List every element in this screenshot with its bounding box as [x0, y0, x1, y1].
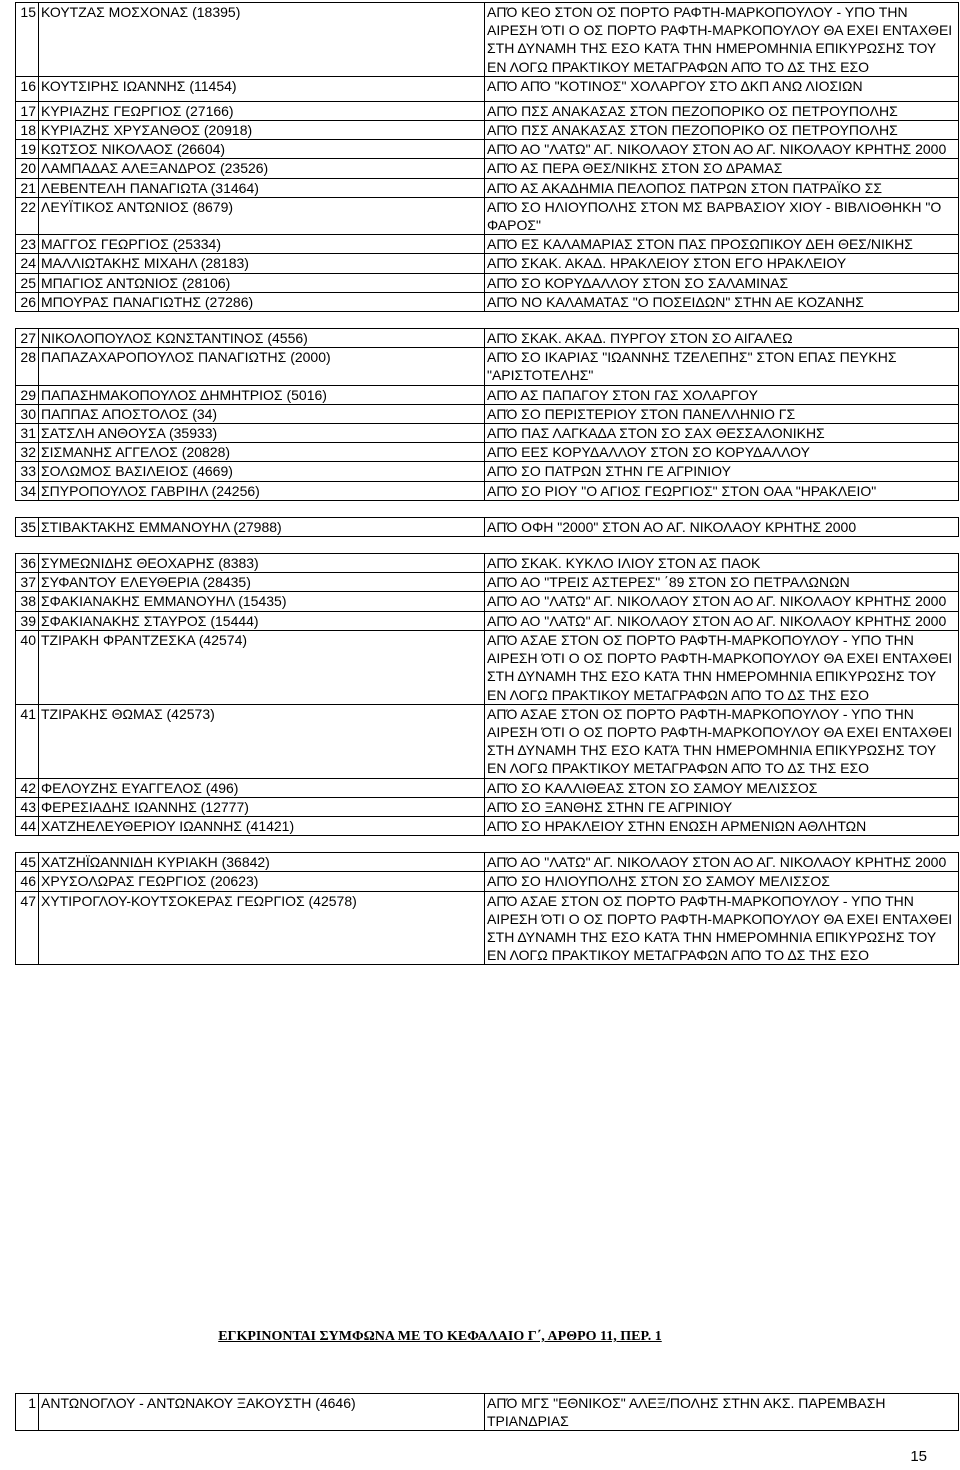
transfer-description: ΑΠΌ ΑΟ "ΛΑΤΩ" ΑΓ. ΝΙΚΟΛΑΟΥ ΣΤΟΝ ΑΟ ΑΓ. ΝΙΚΟΛΑΟΥ ΚΡΗΤΗΣ 2000 — [485, 611, 959, 630]
row-number: 27 — [16, 329, 39, 348]
row-gap-cell — [16, 500, 959, 517]
row-number: 35 — [16, 517, 39, 536]
athlete-name: ΜΠΑΓΙΟΣ ΑΝΤΩΝΙΟΣ (28106) — [39, 273, 485, 292]
athlete-name: ΝΙΚΟΛΟΠΟΥΛΟΣ ΚΩΝΣΤΑΝΤΙΝΟΣ (4556) — [39, 329, 485, 348]
approved-transfers-table — [15, 1393, 959, 1431]
transfer-description: ΑΠΌ ΑΟ "ΛΑΤΩ" ΑΓ. ΝΙΚΟΛΑΟΥ ΣΤΟΝ ΑΟ ΑΓ. ΝΙΚΟΛΑΟΥ ΚΡΗΤΗΣ 2000 — [485, 140, 959, 159]
row-number: 20 — [16, 159, 39, 178]
table-row — [16, 235, 959, 254]
athlete-name: ΚΥΡΙΑΖΗΣ ΓΕΩΡΓΙΟΣ (27166) — [39, 101, 485, 120]
row-number: 43 — [16, 797, 39, 816]
table-row — [16, 778, 959, 797]
table-row — [16, 101, 959, 120]
row-number: 16 — [16, 76, 39, 101]
row-number: 21 — [16, 178, 39, 197]
transfer-description: ΑΠΌ ΕΣ ΚΑΛΑΜΑΡΙΑΣ ΣΤΟΝ ΠΑΣ ΠΡΟΣΩΠΙΚΟΥ ΔΕΗ ΘΕΣ/ΝΙΚΗΣ — [485, 235, 959, 254]
athlete-name: ΚΩΤΣΟΣ ΝΙΚΟΛΑΟΣ (26604) — [39, 140, 485, 159]
row-number: 31 — [16, 424, 39, 443]
athlete-name: ΑΝΤΩΝΟΓΛΟΥ - ΑΝΤΩΝΑΚΟΥ ΞΑΚΟΥΣΤΗ (4646) — [39, 1394, 485, 1431]
row-number: 46 — [16, 872, 39, 891]
athlete-name: ΠΑΠΠΑΣ ΑΠΟΣΤΟΛΟΣ (34) — [39, 404, 485, 423]
athlete-name: ΜΠΟΥΡΑΣ ΠΑΝΑΓΙΩΤΗΣ (27286) — [39, 292, 485, 311]
row-number: 15 — [16, 3, 39, 77]
row-number: 28 — [16, 348, 39, 385]
athlete-name: ΣΠΥΡΟΠΟΥΛΟΣ ΓΑΒΡΙΗΛ (24256) — [39, 481, 485, 500]
athlete-name: ΣΙΣΜΑΝΗΣ ΑΓΓΕΛΟΣ (20828) — [39, 443, 485, 462]
transfer-description: ΑΠΌ ΠΣΣ ΑΝΑΚΑΣΑΣ ΣΤΟΝ ΠΕΖΟΠΟΡΙΚΟ ΟΣ ΠΕΤΡΟΥΠΟΛΗΣ — [485, 121, 959, 140]
row-number: 23 — [16, 235, 39, 254]
table-row — [16, 140, 959, 159]
athlete-name: ΛΕΥΪΤΙΚΟΣ ΑΝΤΩΝΙΟΣ (8679) — [39, 197, 485, 234]
table-row — [16, 554, 959, 573]
row-number: 17 — [16, 101, 39, 120]
athlete-name: ΣΥΦΑΝΤΟΥ ΕΛΕΥΘΕΡΙΑ (28435) — [39, 573, 485, 592]
row-number: 18 — [16, 121, 39, 140]
table-row — [16, 3, 959, 77]
athlete-name: ΧΥΤΙΡΟΓΛΟΥ-ΚΟΥΤΣΟΚΕΡΑΣ ΓΕΩΡΓΙΟΣ (42578) — [39, 891, 485, 965]
row-number: 34 — [16, 481, 39, 500]
row-number: 40 — [16, 630, 39, 704]
table-row — [16, 630, 959, 704]
transfer-description: ΑΠΌ ΣΚΑΚ. ΑΚΑΔ. ΗΡΑΚΛΕΙΟΥ ΣΤΟΝ ΕΓΟ ΗΡΑΚΛΕΙΟΥ — [485, 254, 959, 273]
row-number: 45 — [16, 853, 39, 872]
row-number: 24 — [16, 254, 39, 273]
transfer-description: ΑΠΌ ΣΟ ΗΛΙΟΥΠΟΛΗΣ ΣΤΟΝ ΣΟ ΣΑΜΟΥ ΜΕΛΙΣΣΟΣ — [485, 872, 959, 891]
athlete-name: ΦΕΛΟΥΖΗΣ ΕΥΑΓΓΕΛΟΣ (496) — [39, 778, 485, 797]
transfer-description: ΑΠΌ ΑΣ ΠΕΡΑ ΘΕΣ/ΝΙΚΗΣ ΣΤΟΝ ΣΟ ΔΡΑΜΑΣ — [485, 159, 959, 178]
athlete-name: ΣΦΑΚΙΑΝΑΚΗΣ ΕΜΜΑΝΟΥΗΛ (15435) — [39, 592, 485, 611]
athlete-name: ΤΖΙΡΑΚΗ ΦΡΑΝΤΖΕΣΚΑ (42574) — [39, 630, 485, 704]
section-heading: ΕΓΚΡΙΝΟΝΤΑΙ ΣΥΜΦΩΝΑ ΜΕ ΤΟ ΚΕΦΑΛΑΙΟ Γ΄, ΑΡΘΡΟ 11, ΠΕΡ. 1 — [218, 1329, 662, 1344]
transfer-description: ΑΠΌ ΣΟ ΠΕΡΙΣΤΕΡΙΟΥ ΣΤΟΝ ΠΑΝΕΛΛΗΝΙΟ ΓΣ — [485, 404, 959, 423]
row-gap — [16, 500, 959, 517]
transfer-description: ΑΠΌ ΣΟ ΞΑΝΘΗΣ ΣΤΗΝ ΓΕ ΑΓΡΙΝΙΟΥ — [485, 797, 959, 816]
transfer-description: ΑΠΌ ΑΣΑΕ ΣΤΟΝ ΟΣ ΠΟΡΤΟ ΡΑΦΤΗ-ΜΑΡΚΟΠΟΥΛΟΥ - ΥΠΟ ΤΗΝ ΑΙΡΕΣΗ ΌΤΙ Ο ΟΣ ΠΟΡΤΟ ΡΑΦΤΗ-ΜΑΡΚΟΠΟΥΛΟΥ ΘΑ ΕΧΕΙ ΕΝΤΑΧΘΕΙ ΣΤΗ ΔΥΝΑΜΗ ΤΗΣ ΕΣΟ ΚΑΤΆ ΤΗΝ ΗΜΕΡΟΜΗΝΙΑ ΕΠΙΚΥΡΩΣΗΣ ΤΟΥ ΕΝ ΛΟΓΩ ΠΡΑΚΤΙΚΟΥ ΜΕΤΑΓΡΑΦΩΝ ΑΠΌ ΤΟ ΔΣ ΤΗΣ ΕΣΟ — [485, 891, 959, 965]
page-number: 15 — [910, 1448, 927, 1465]
table-row — [16, 404, 959, 423]
transfer-description: ΑΠΌ ΠΣΣ ΑΝΑΚΑΣΑΣ ΣΤΟΝ ΠΕΖΟΠΟΡΙΚΟ ΟΣ ΠΕΤΡΟΥΠΟΛΗΣ — [485, 101, 959, 120]
row-number: 42 — [16, 778, 39, 797]
row-number: 29 — [16, 385, 39, 404]
athlete-name: ΣΤΙΒΑΚΤΑΚΗΣ ΕΜΜΑΝΟΥΗΛ (27988) — [39, 517, 485, 536]
transfer-description: ΑΠΌ ΑΣ ΑΚΑΔΗΜΙΑ ΠΕΛΟΠΟΣ ΠΑΤΡΩΝ ΣΤΟΝ ΠΑΤΡΑΪΚΟ ΣΣ — [485, 178, 959, 197]
table-row — [16, 443, 959, 462]
transfer-description: ΑΠΌ ΑΟ "ΛΑΤΩ" ΑΓ. ΝΙΚΟΛΑΟΥ ΣΤΟΝ ΑΟ ΑΓ. ΝΙΚΟΛΑΟΥ ΚΡΗΤΗΣ 2000 — [485, 853, 959, 872]
transfer-description: ΑΠΌ ΣΟ ΡΙΟΥ "Ο ΑΓΙΟΣ ΓΕΩΡΓΙΟΣ" ΣΤΟΝ ΟΑΑ "ΗΡΑΚΛΕΙΟ" — [485, 481, 959, 500]
row-number: 39 — [16, 611, 39, 630]
row-number: 1 — [16, 1394, 39, 1431]
transfer-description: ΑΠΌ ΣΟ ΚΟΡΥΔΑΛΛΟΥ ΣΤΟΝ ΣΟ ΣΑΛΑΜΙΝΑΣ — [485, 273, 959, 292]
row-gap — [16, 537, 959, 554]
athlete-name: ΧΡΥΣΟΛΩΡΑΣ ΓΕΩΡΓΙΟΣ (20623) — [39, 872, 485, 891]
athlete-name: ΧΑΤΖΗΪΩΑΝΝΙΔΗ ΚΥΡΙΑΚΗ (36842) — [39, 853, 485, 872]
athlete-name: ΣΑΤΣΛΗ ΑΝΘΟΥΣΑ (35933) — [39, 424, 485, 443]
row-number: 41 — [16, 704, 39, 778]
athlete-name: ΠΑΠΑΖΑΧΑΡΟΠΟΥΛΟΣ ΠΑΝΑΓΙΩΤΗΣ (2000) — [39, 348, 485, 385]
transfers-table — [15, 2, 959, 965]
table-row — [16, 704, 959, 778]
transfer-description: ΑΠΌ ΑΠΌ "ΚΟΤΙΝΟΣ" ΧΟΛΑΡΓΟΥ ΣΤΟ ΔΚΠ ΑΝΩ ΛΙΟΣΙΩΝ — [485, 76, 959, 101]
row-gap — [16, 836, 959, 853]
transfer-description: ΑΠΌ ΠΑΣ ΛΑΓΚΑΔΑ ΣΤΟΝ ΣΟ ΣΑΧ ΘΕΣΣΑΛΟΝΙΚΗΣ — [485, 424, 959, 443]
transfer-description: ΑΠΌ ΣΟ ΗΛΙΟΥΠΟΛΗΣ ΣΤΟΝ ΜΣ ΒΑΡΒΑΣΙΟΥ ΧΙΟΥ - ΒΙΒΛΙΟΘΗΚΗ "Ο ΦΑΡΟΣ" — [485, 197, 959, 234]
table-row — [16, 592, 959, 611]
transfer-description: ΑΠΌ ΚΕΟ ΣΤΟΝ ΟΣ ΠΟΡΤΟ ΡΑΦΤΗ-ΜΑΡΚΟΠΟΥΛΟΥ - ΥΠΟ ΤΗΝ ΑΙΡΕΣΗ ΌΤΙ Ο ΟΣ ΠΟΡΤΟ ΡΑΦΤΗ-ΜΑΡΚΟΠΟΥΛΟΥ ΘΑ ΕΧΕΙ ΕΝΤΑΧΘΕΙ ΣΤΗ ΔΥΝΑΜΗ ΤΗΣ ΕΣΟ ΚΑΤΆ ΤΗΝ ΗΜΕΡΟΜΗΝΙΑ ΕΠΙΚΥΡΩΣΗΣ ΤΟΥ ΕΝ ΛΟΓΩ ΠΡΑΚΤΙΚΟΥ ΜΕΤΑΓΡΑΦΩΝ ΑΠΌ ΤΟ ΔΣ ΤΗΣ ΕΣΟ — [485, 3, 959, 77]
table-row — [16, 1394, 959, 1431]
transfer-description: ΑΠΌ ΑΟ "ΤΡΕΙΣ ΑΣΤΕΡΕΣ" ΄89 ΣΤΟΝ ΣΟ ΠΕΤΡΑΛΩΝΩΝ — [485, 573, 959, 592]
athlete-name: ΧΑΤΖΗΕΛΕΥΘΕΡΙΟΥ ΙΩΑΝΝΗΣ (41421) — [39, 816, 485, 835]
row-gap-cell — [16, 312, 959, 329]
table-row — [16, 159, 959, 178]
table-row — [16, 853, 959, 872]
athlete-name: ΚΥΡΙΑΖΗΣ ΧΡΥΣΑΝΘΟΣ (20918) — [39, 121, 485, 140]
table-row — [16, 385, 959, 404]
row-number: 36 — [16, 554, 39, 573]
table-row — [16, 329, 959, 348]
transfer-description: ΑΠΌ ΣΟ ΗΡΑΚΛΕΙΟΥ ΣΤΗΝ ΕΝΩΣΗ ΑΡΜΕΝΙΩΝ ΑΘΛΗΤΩΝ — [485, 816, 959, 835]
table-row — [16, 178, 959, 197]
row-number: 19 — [16, 140, 39, 159]
table-row — [16, 197, 959, 234]
athlete-name: ΣΟΛΩΜΟΣ ΒΑΣΙΛΕΙΟΣ (4669) — [39, 462, 485, 481]
transfer-description: ΑΠΌ ΜΓΣ "ΕΘΝΙΚΟΣ" ΑΛΕΞ/ΠΟΛΗΣ ΣΤΗΝ ΑΚΣ. ΠΑΡΕΜΒΑΣΗ ΤΡΙΑΝΔΡΙΑΣ — [485, 1394, 959, 1431]
athlete-name: ΜΑΛΛΙΩΤΑΚΗΣ ΜΙΧΑΗΛ (28183) — [39, 254, 485, 273]
table-row — [16, 573, 959, 592]
athlete-name: ΣΥΜΕΩΝΙΔΗΣ ΘΕΟΧΑΡΗΣ (8383) — [39, 554, 485, 573]
row-number: 22 — [16, 197, 39, 234]
transfer-description: ΑΠΌ ΣΟ ΠΑΤΡΩΝ ΣΤΗΝ ΓΕ ΑΓΡΙΝΙΟΥ — [485, 462, 959, 481]
table-row — [16, 517, 959, 536]
table-row — [16, 872, 959, 891]
table-row — [16, 611, 959, 630]
transfer-description: ΑΠΌ ΕΕΣ ΚΟΡΥΔΑΛΛΟΥ ΣΤΟΝ ΣΟ ΚΟΡΥΔΑΛΛΟΥ — [485, 443, 959, 462]
row-gap-cell — [16, 537, 959, 554]
row-number: 32 — [16, 443, 39, 462]
athlete-name: ΛΕΒΕΝΤΕΛΗ ΠΑΝΑΓΙΩΤΑ (31464) — [39, 178, 485, 197]
table-row — [16, 891, 959, 965]
athlete-name: ΦΕΡΕΣΙΑΔΗΣ ΙΩΑΝΝΗΣ (12777) — [39, 797, 485, 816]
transfer-description: ΑΠΌ ΟΦΗ "2000" ΣΤΟΝ ΑΟ ΑΓ. ΝΙΚΟΛΑΟΥ ΚΡΗΤΗΣ 2000 — [485, 517, 959, 536]
athlete-name: ΠΑΠΑΣΗΜΑΚΟΠΟΥΛΟΣ ΔΗΜΗΤΡΙΟΣ (5016) — [39, 385, 485, 404]
transfer-description: ΑΠΌ ΣΟ ΙΚΑΡΙΑΣ "ΙΩΑΝΝΗΣ ΤΖΕΛΕΠΗΣ" ΣΤΟΝ ΕΠΑΣ ΠΕΥΚΗΣ "ΑΡΙΣΤΟΤΕΛΗΣ" — [485, 348, 959, 385]
table-row — [16, 481, 959, 500]
row-number: 44 — [16, 816, 39, 835]
row-number: 26 — [16, 292, 39, 311]
table-row — [16, 292, 959, 311]
transfer-description: ΑΠΌ ΝΟ ΚΑΛΑΜΑΤΑΣ "Ο ΠΟΣΕΙΔΩΝ" ΣΤΗΝ ΑΕ ΚΟΖΑΝΗΣ — [485, 292, 959, 311]
table-row — [16, 121, 959, 140]
athlete-name: ΛΑΜΠΑΔΑΣ ΑΛΕΞΑΝΔΡΟΣ (23526) — [39, 159, 485, 178]
row-number: 30 — [16, 404, 39, 423]
row-number: 33 — [16, 462, 39, 481]
row-gap-cell — [16, 836, 959, 853]
table-row — [16, 273, 959, 292]
transfer-description: ΑΠΌ ΑΟ "ΛΑΤΩ" ΑΓ. ΝΙΚΟΛΑΟΥ ΣΤΟΝ ΑΟ ΑΓ. ΝΙΚΟΛΑΟΥ ΚΡΗΤΗΣ 2000 — [485, 592, 959, 611]
table-row — [16, 76, 959, 101]
table-row — [16, 424, 959, 443]
row-number: 47 — [16, 891, 39, 965]
athlete-name: ΣΦΑΚΙΑΝΑΚΗΣ ΣΤΑΥΡΟΣ (15444) — [39, 611, 485, 630]
athlete-name: ΚΟΥΤΣΙΡΗΣ ΙΩΑΝΝΗΣ (11454) — [39, 76, 485, 101]
athlete-name: ΚΟΥΤΖΑΣ ΜΟΣΧΟΝΑΣ (18395) — [39, 3, 485, 77]
transfer-description: ΑΠΌ ΣΚΑΚ. ΚΥΚΛΟ ΙΛΙΟΥ ΣΤΟΝ ΑΣ ΠΑΟΚ — [485, 554, 959, 573]
transfer-description: ΑΠΌ ΣΟ ΚΑΛΛΙΘΕΑΣ ΣΤΟΝ ΣΟ ΣΑΜΟΥ ΜΕΛΙΣΣΟΣ — [485, 778, 959, 797]
transfer-description: ΑΠΌ ΑΣ ΠΑΠΑΓΟΥ ΣΤΟΝ ΓΑΣ ΧΟΛΑΡΓΟΥ — [485, 385, 959, 404]
table-row — [16, 816, 959, 835]
row-number: 37 — [16, 573, 39, 592]
table-row — [16, 797, 959, 816]
row-gap — [16, 312, 959, 329]
row-number: 25 — [16, 273, 39, 292]
athlete-name: ΤΖΙΡΑΚΗΣ ΘΩΜΑΣ (42573) — [39, 704, 485, 778]
athlete-name: ΜΑΓΓΟΣ ΓΕΩΡΓΙΟΣ (25334) — [39, 235, 485, 254]
transfer-description: ΑΠΌ ΑΣΑΕ ΣΤΟΝ ΟΣ ΠΟΡΤΟ ΡΑΦΤΗ-ΜΑΡΚΟΠΟΥΛΟΥ - ΥΠΟ ΤΗΝ ΑΙΡΕΣΗ ΌΤΙ Ο ΟΣ ΠΟΡΤΟ ΡΑΦΤΗ-ΜΑΡΚΟΠΟΥΛΟΥ ΘΑ ΕΧΕΙ ΕΝΤΑΧΘΕΙ ΣΤΗ ΔΥΝΑΜΗ ΤΗΣ ΕΣΟ ΚΑΤΆ ΤΗΝ ΗΜΕΡΟΜΗΝΙΑ ΕΠΙΚΥΡΩΣΗΣ ΤΟΥ ΕΝ ΛΟΓΩ ΠΡΑΚΤΙΚΟΥ ΜΕΤΑΓΡΑΦΩΝ ΑΠΌ ΤΟ ΔΣ ΤΗΣ ΕΣΟ — [485, 704, 959, 778]
table-row — [16, 254, 959, 273]
table-row — [16, 348, 959, 385]
transfer-description: ΑΠΌ ΣΚΑΚ. ΑΚΑΔ. ΠΥΡΓΟΥ ΣΤΟΝ ΣΟ ΑΙΓΑΛΕΩ — [485, 329, 959, 348]
table-row — [16, 462, 959, 481]
transfer-description: ΑΠΌ ΑΣΑΕ ΣΤΟΝ ΟΣ ΠΟΡΤΟ ΡΑΦΤΗ-ΜΑΡΚΟΠΟΥΛΟΥ - ΥΠΟ ΤΗΝ ΑΙΡΕΣΗ ΌΤΙ Ο ΟΣ ΠΟΡΤΟ ΡΑΦΤΗ-ΜΑΡΚΟΠΟΥΛΟΥ ΘΑ ΕΧΕΙ ΕΝΤΑΧΘΕΙ ΣΤΗ ΔΥΝΑΜΗ ΤΗΣ ΕΣΟ ΚΑΤΆ ΤΗΝ ΗΜΕΡΟΜΗΝΙΑ ΕΠΙΚΥΡΩΣΗΣ ΤΟΥ ΕΝ ΛΟΓΩ ΠΡΑΚΤΙΚΟΥ ΜΕΤΑΓΡΑΦΩΝ ΑΠΌ ΤΟ ΔΣ ΤΗΣ ΕΣΟ — [485, 630, 959, 704]
row-number: 38 — [16, 592, 39, 611]
